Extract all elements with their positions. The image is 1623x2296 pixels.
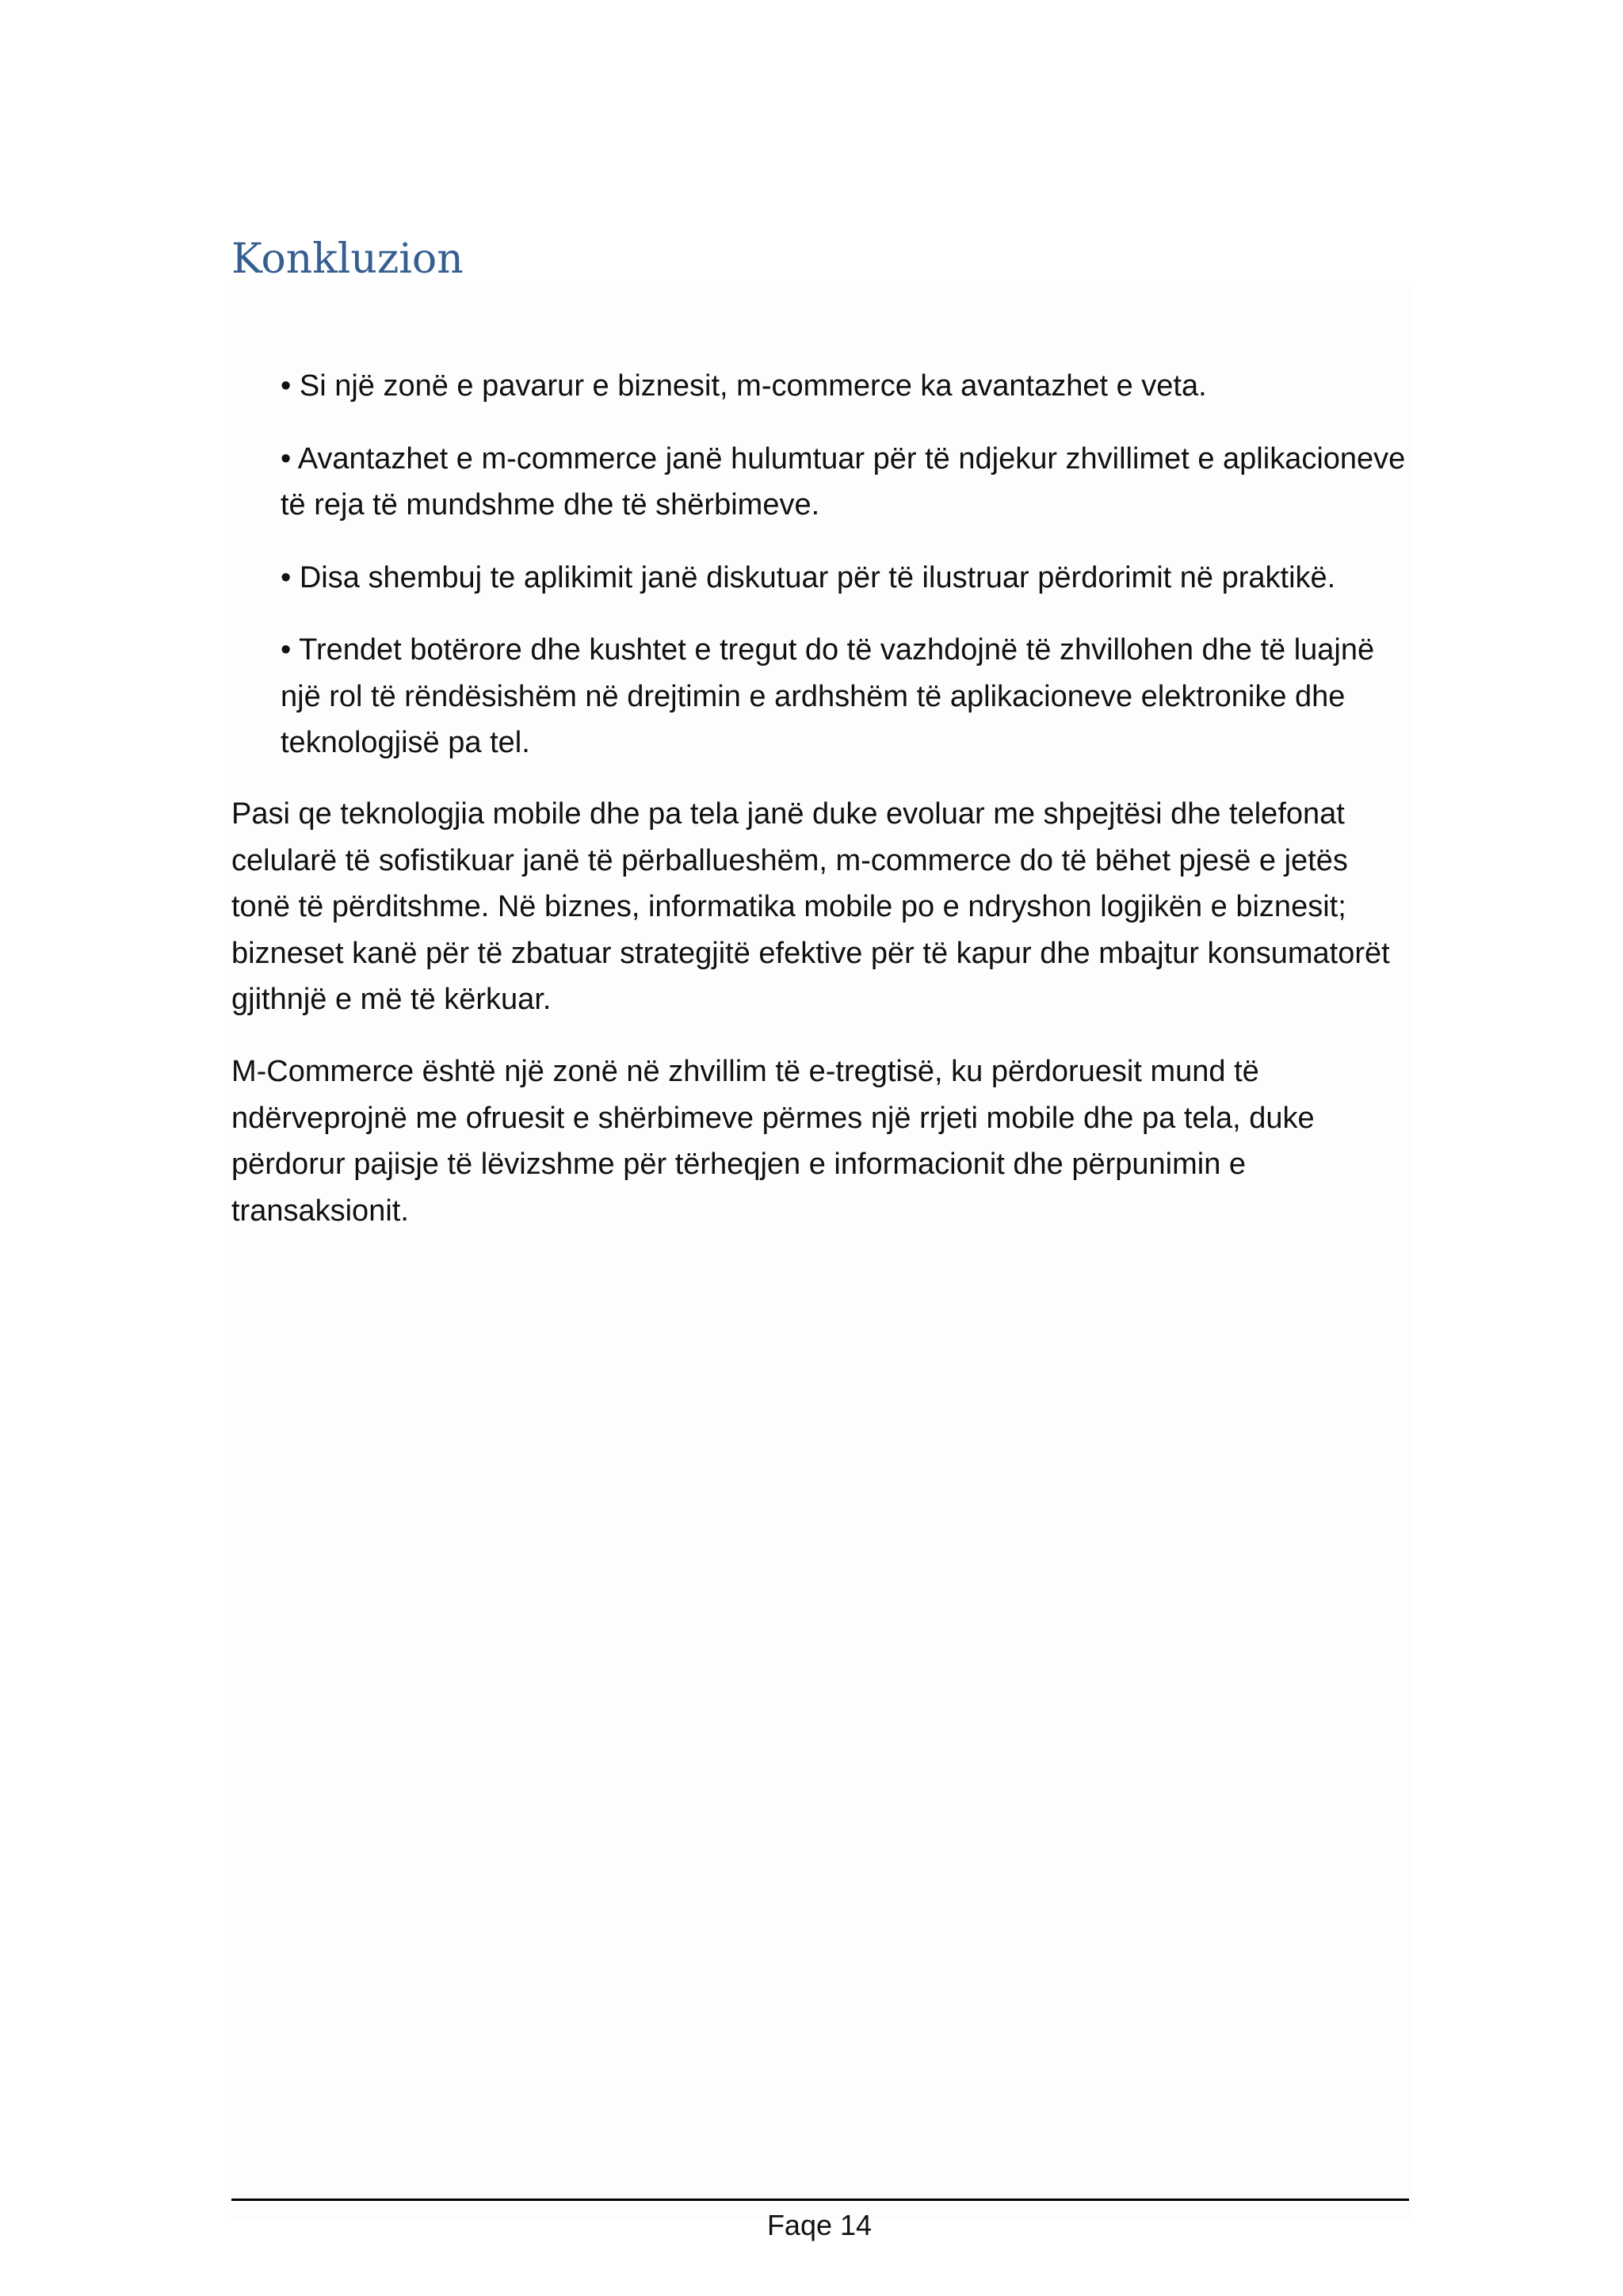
bullet-item: • Si një zonë e pavarur e biznesit, m-commerce ka avantazhet e veta.	[281, 369, 1207, 403]
bullet-item: • Avantazhet e m-commerce janë hulumtuar për të ndjekur zhvillimet e aplikacioneve të reja të mundshme dhe të shërbimeve.	[281, 441, 1406, 521]
conclusion-bullet-list	[281, 363, 1406, 793]
section-heading: Konkluzion	[231, 235, 464, 283]
footer-divider	[231, 2199, 1409, 2201]
page-number: Faqe 14	[766, 2209, 873, 2241]
body-paragraph: Pasi qe teknologjia mobile dhe pa tela janë duke evoluar me shpejtësi dhe telefonat celularë të sofistikuar janë të përballueshëm, m-commerce do të bëhet pjesë e jetës tonë të përditshme. Në biznes, informatika mobile po e ndryshon logjikën e biznesit; bizneset kanë për të zbatuar strategjitë efektive për të kapur dhe mbajtur konsumatorët gjithnjë e më të kërkuar.	[231, 797, 1390, 1016]
body-paragraph: M-Commerce është një zonë në zhvillim të e-tregtisë, ku përdoruesit mund të ndërveprojnë me ofruesit e shërbimeve përmes një rrjeti mobile dhe pa tela, duke përdorur pajisje të lëvizshme për tërheqjen e informacionit dhe përpunimin e transaksionit.	[231, 1055, 1315, 1228]
bullet-item: • Trendet botërore dhe kushtet e tregut do të vazhdojnë të zhvillohen dhe të luajnë një rol të rëndësishëm në drejtimin e ardhshëm të aplikacioneve elektronike dhe teknologjisë pa tel.	[281, 633, 1375, 759]
bullet-item: • Disa shembuj te aplikimit janë diskutuar për të ilustruar përdorimit në praktikë.	[281, 560, 1336, 594]
